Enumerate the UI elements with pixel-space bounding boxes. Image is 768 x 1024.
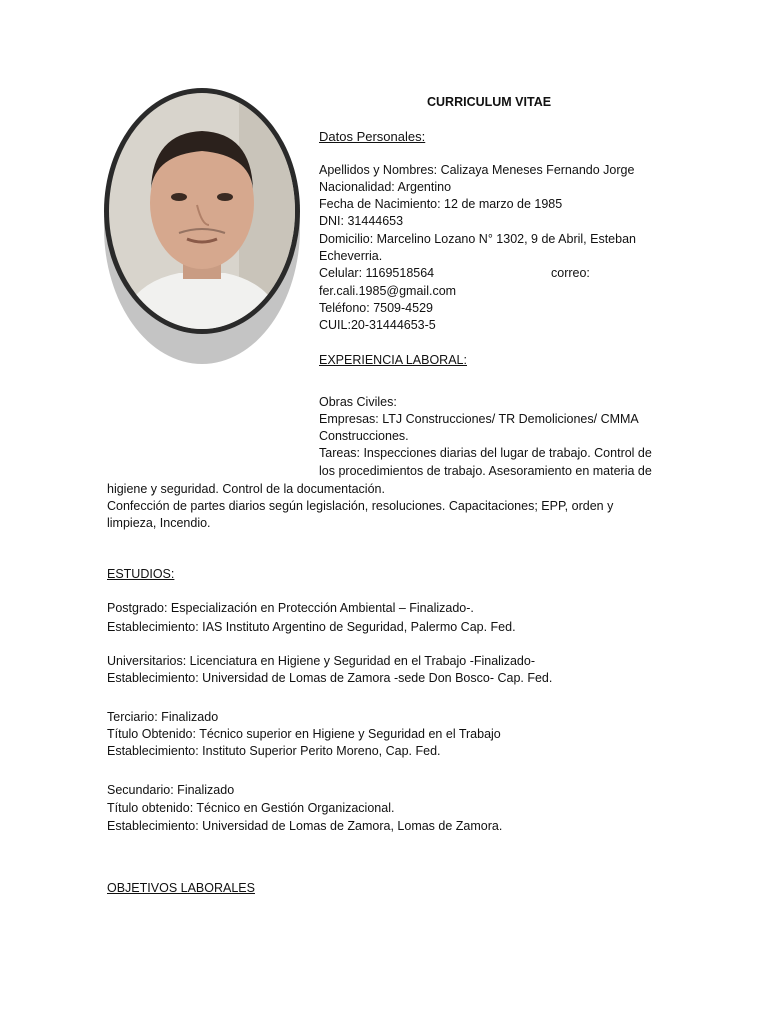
personal-line: Domicilio: Marcelino Lozano N° 1302, 9 de Abril, Esteban <box>319 232 636 246</box>
experience-line: Construcciones. <box>319 429 409 443</box>
experience-line: Obras Civiles: <box>319 395 397 409</box>
experience-line: limpieza, Incendio. <box>107 516 211 530</box>
secundario-line: Secundario: Finalizado <box>107 783 235 797</box>
cuil-line: CUIL:20-31444653-5 <box>319 318 436 332</box>
celular-line: Celular: 1169518564 <box>319 266 435 280</box>
profile-photo-illustration <box>109 93 295 329</box>
secundario-line: Establecimiento: Universidad de Lomas de Zamora, Lomas de Zamora. <box>107 819 503 833</box>
experience-line: higiene y seguridad. Control de la documentación. <box>107 482 385 496</box>
postgrado-line: Postgrado: Especialización en Protección Ambiental – Finalizado-. <box>107 601 474 615</box>
universitarios-line: Establecimiento: Universidad de Lomas de Zamora -sede Don Bosco- Cap. Fed. <box>107 671 553 685</box>
profile-photo <box>104 88 300 334</box>
personal-line: Apellidos y Nombres: Calizaya Meneses Fernando Jorge <box>319 163 635 177</box>
personal-line: DNI: 31444653 <box>319 214 404 228</box>
terciario-line: Título Obtenido: Técnico superior en Higiene y Seguridad en el Trabajo <box>107 727 501 741</box>
postgrado-line: Establecimiento: IAS Instituto Argentino de Seguridad, Palermo Cap. Fed. <box>107 620 516 634</box>
experience-line: los procedimientos de trabajo. Asesoramiento en materia de <box>319 464 652 478</box>
telefono-line: Teléfono: 7509-4529 <box>319 301 433 315</box>
experience-heading: EXPERIENCIA LABORAL: <box>319 353 467 367</box>
correo-label: correo: <box>551 266 590 280</box>
terciario-line: Terciario: Finalizado <box>107 710 219 724</box>
experience-line: Confección de partes diarios según legislación, resoluciones. Capacitaciones; EPP, orden y <box>107 499 614 513</box>
studies-heading: ESTUDIOS: <box>107 567 175 581</box>
experience-line: Tareas: Inspecciones diarias del lugar de trabajo. Control de <box>319 446 652 460</box>
universitarios-line: Universitarios: Licenciatura en Higiene y Seguridad en el Trabajo -Finalizado- <box>107 654 536 668</box>
email-line: fer.cali.1985@gmail.com <box>319 284 457 298</box>
personal-line: Nacionalidad: Argentino <box>319 180 452 194</box>
objectives-heading: OBJETIVOS LABORALES <box>107 881 255 895</box>
secundario-line: Título obtenido: Técnico en Gestión Organizacional. <box>107 801 395 815</box>
personal-heading: Datos Personales: <box>319 129 426 144</box>
cv-title: CURRICULUM VITAE <box>427 95 552 109</box>
terciario-line: Establecimiento: Instituto Superior Perito Moreno, Cap. Fed. <box>107 744 441 758</box>
personal-line: Fecha de Nacimiento: 12 de marzo de 1985 <box>319 197 563 211</box>
experience-line: Empresas: LTJ Construcciones/ TR Demoliciones/ CMMA <box>319 412 639 426</box>
personal-line: Echeverria. <box>319 249 383 263</box>
